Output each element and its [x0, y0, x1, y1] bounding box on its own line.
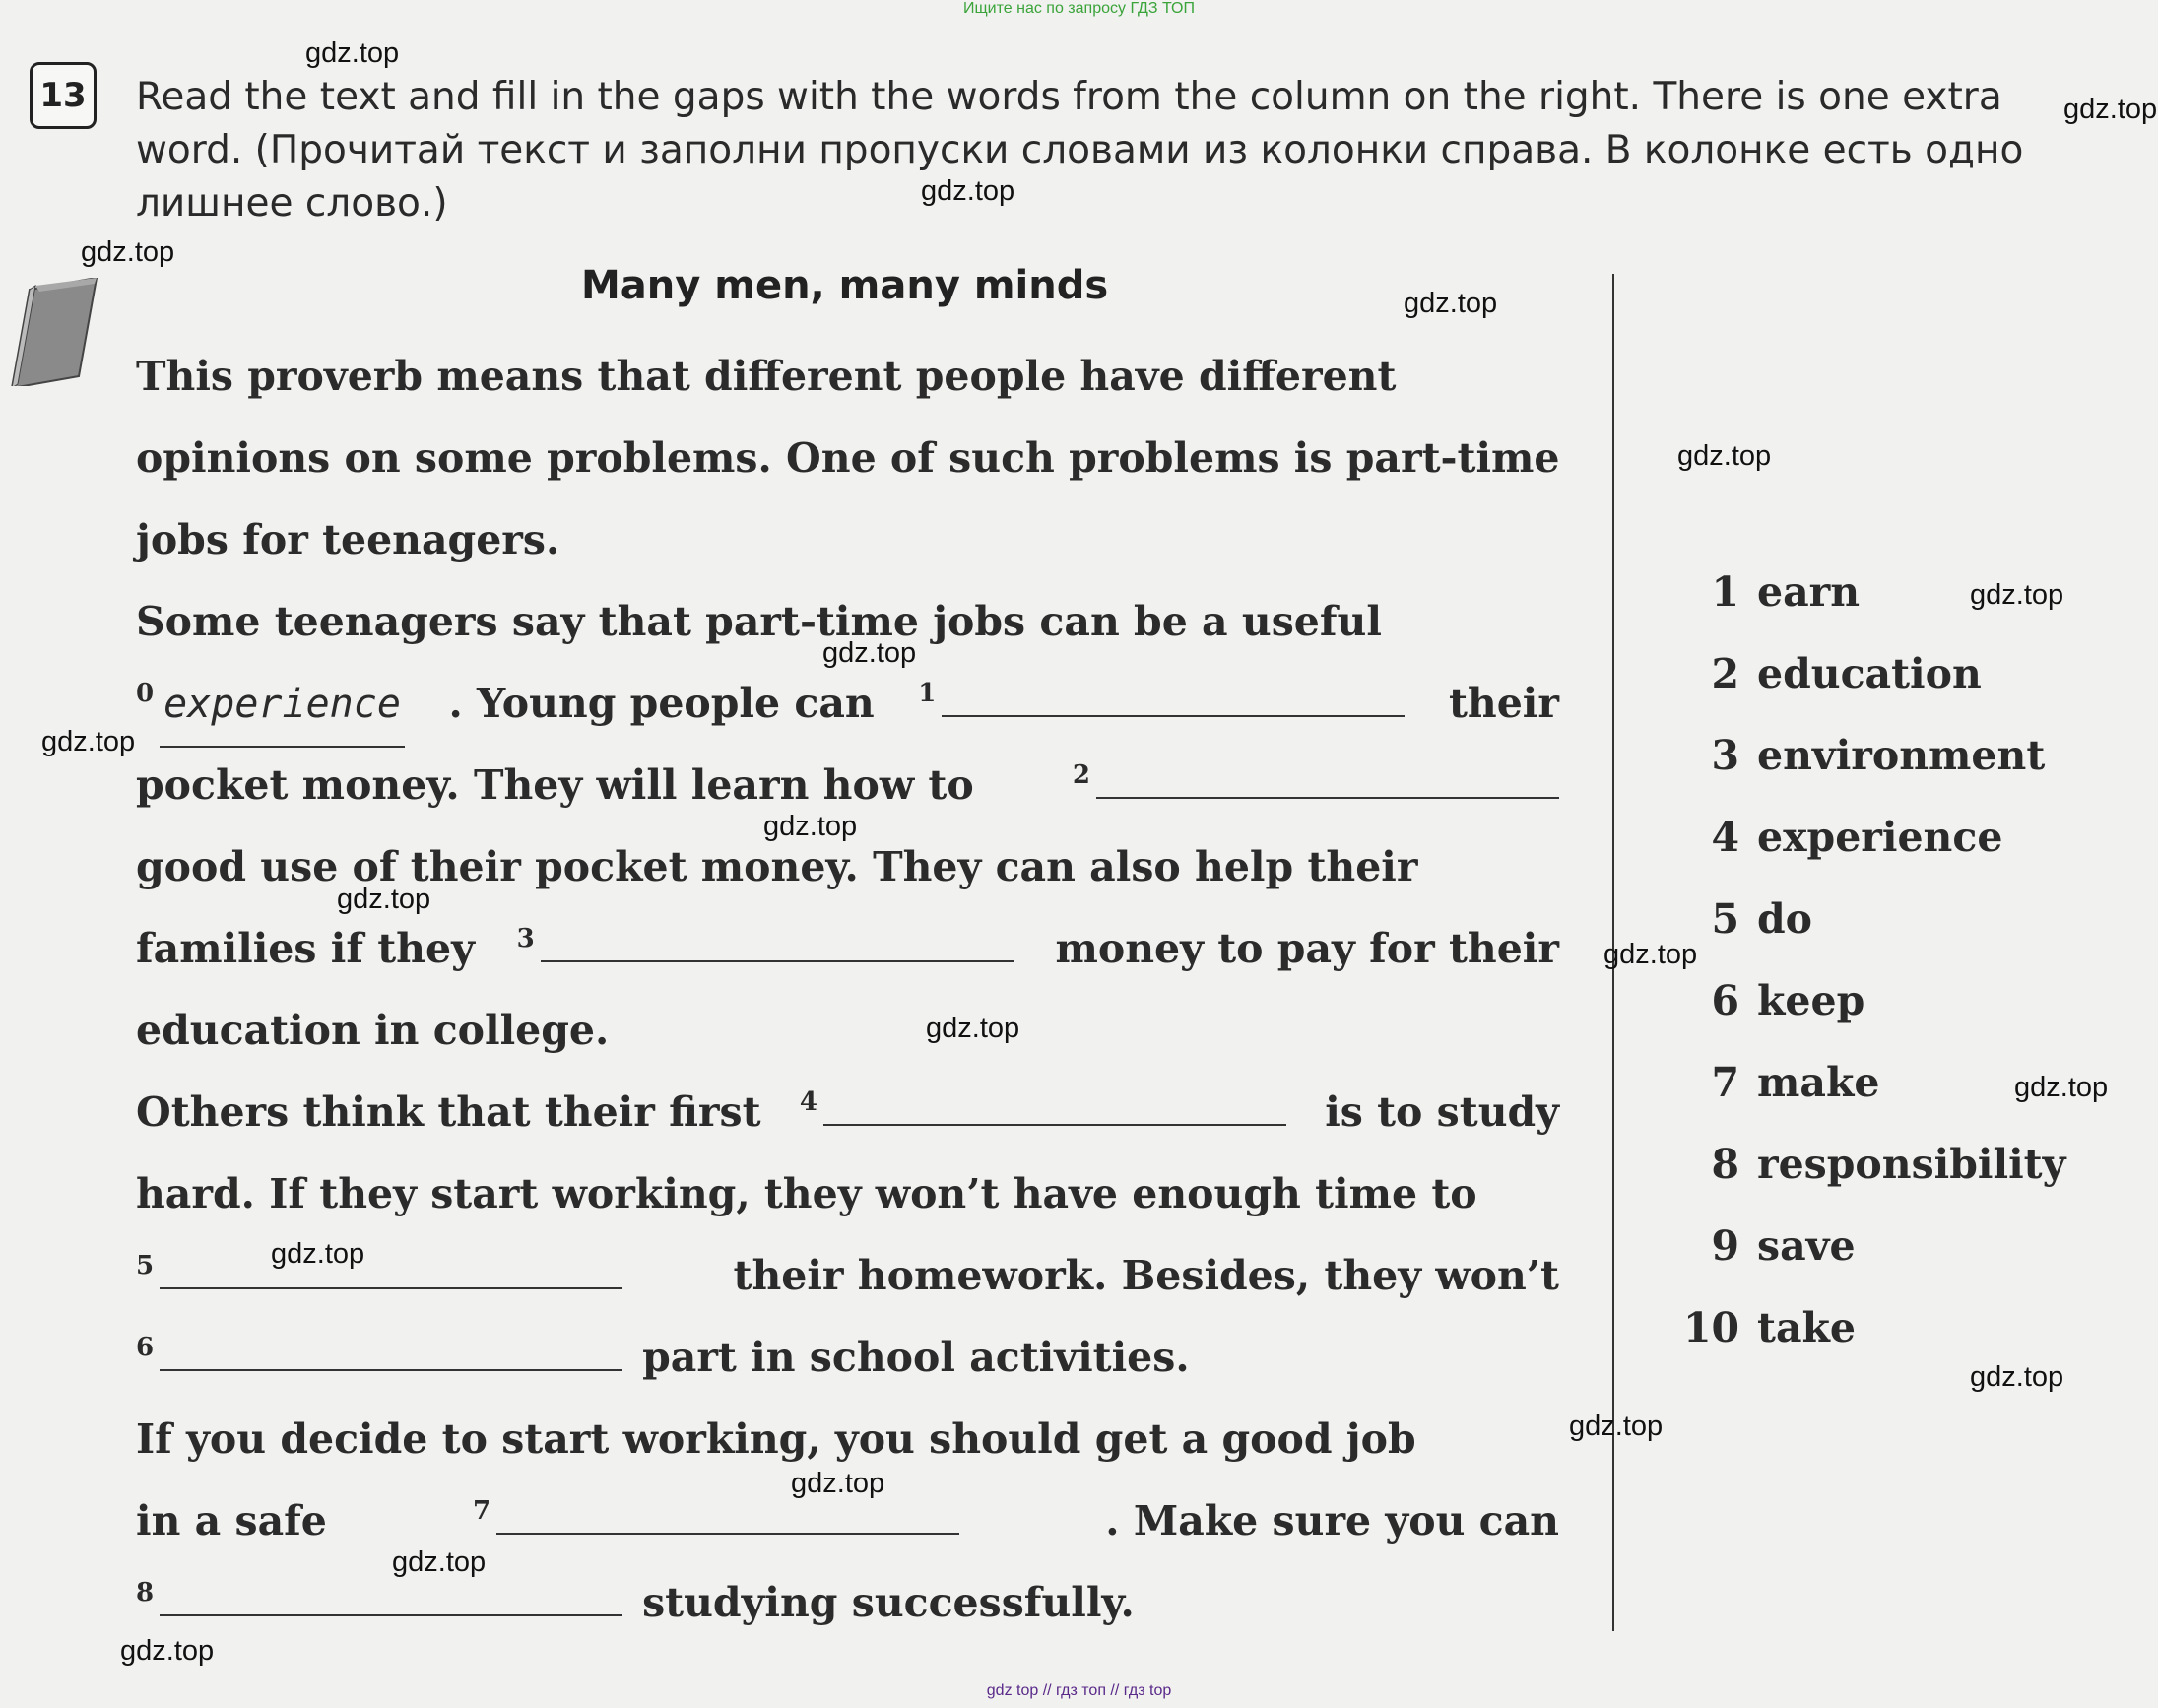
gap-number: 0: [136, 679, 155, 708]
gap-5-blank[interactable]: [160, 1278, 622, 1289]
watermark: gdz.top: [337, 884, 431, 915]
word-number: 2: [1711, 649, 1739, 697]
watermark: gdz.top: [392, 1546, 487, 1578]
gap-8-blank[interactable]: [160, 1605, 622, 1616]
word-number: 1: [1711, 567, 1739, 616]
gap-number: 8: [136, 1578, 155, 1608]
passage-line: [136, 908, 1559, 990]
passage-text: families if they: [136, 925, 475, 972]
gap-6: [136, 1323, 622, 1405]
word-text: responsibility: [1757, 1140, 2066, 1188]
gap-3: [517, 914, 1014, 996]
gap-7-blank[interactable]: [496, 1523, 959, 1535]
passage-line: [136, 663, 1559, 745]
word-number: 7: [1711, 1058, 1739, 1106]
watermark: gdz.top: [305, 37, 400, 69]
gap-number: 5: [136, 1251, 155, 1281]
watermark: gdz.top: [763, 811, 858, 842]
text-title: Many men, many minds: [581, 263, 1109, 308]
header-note: Ищите нас по запросу ГДЗ ТОП: [963, 0, 1195, 17]
gap-2: [1073, 751, 1559, 832]
passage-text: Others think that their first: [136, 1088, 761, 1136]
word-item: [1655, 796, 2065, 878]
passage-text: If you decide to start working, you should get a good job: [136, 1415, 1416, 1463]
passage-line: [136, 1317, 1559, 1399]
watermark: gdz.top: [822, 637, 917, 669]
gap-number: 4: [799, 1087, 817, 1117]
watermark: gdz.top: [271, 1238, 365, 1270]
watermark: gdz.top: [41, 726, 136, 757]
gap-5: [136, 1241, 622, 1323]
passage-line: [136, 1562, 1559, 1644]
gap-number: 2: [1072, 760, 1090, 790]
passage-text: in a safe: [136, 1497, 327, 1544]
gap-7: [473, 1486, 959, 1568]
word-number: 9: [1711, 1221, 1739, 1270]
passage-text: is to study: [1325, 1088, 1559, 1136]
book-icon: [10, 278, 98, 390]
gap-number: 6: [136, 1333, 155, 1362]
word-text: education: [1757, 649, 1982, 697]
word-text: environment: [1757, 731, 2046, 779]
word-item: [1655, 632, 2065, 714]
watermark: gdz.top: [926, 1013, 1020, 1044]
gap-number: 7: [473, 1496, 491, 1526]
passage-line: [136, 499, 1559, 581]
passage-text: This proverb means that different people have different: [136, 353, 1397, 400]
watermark: gdz.top: [1603, 939, 1698, 970]
watermark: gdz.top: [1970, 1361, 2064, 1393]
passage-text: studying successfully.: [642, 1579, 1135, 1626]
word-text: experience: [1757, 813, 2003, 861]
word-number: 6: [1711, 976, 1739, 1024]
gap-number: 3: [516, 924, 535, 953]
gap-4: [800, 1078, 1286, 1159]
passage-text: . Young people can: [448, 680, 875, 727]
gap-4-blank[interactable]: [823, 1114, 1286, 1126]
passage-line: [136, 1072, 1559, 1153]
gap-1-blank[interactable]: [942, 705, 1405, 717]
word-number: 8: [1711, 1140, 1739, 1188]
watermark: gdz.top: [921, 175, 1015, 207]
gap-number: 1: [918, 679, 937, 708]
instruction-ru: (Прочитай текст и заполни пропуски словами из колонки справа. В колонке есть одно лишнее слово.): [136, 128, 2024, 226]
passage-text: money to pay for their: [1055, 925, 1559, 972]
watermark: gdz.top: [120, 1635, 215, 1667]
gap-0: [136, 664, 405, 751]
passage-text: part in school activities.: [642, 1334, 1190, 1381]
passage-text: pocket money. They will learn how to: [136, 761, 974, 809]
gap-3-blank[interactable]: [541, 951, 1014, 962]
watermark: gdz.top: [81, 236, 175, 268]
instruction-en: Read the text and fill in the gaps with the words from the column on the right. There is one extra word.: [136, 75, 2002, 172]
word-text: do: [1757, 894, 1813, 943]
exercise-number: 13: [30, 62, 97, 129]
passage-text: their: [1448, 680, 1559, 727]
passage-line: [136, 336, 1559, 418]
word-number: 5: [1711, 894, 1739, 943]
watermark: gdz.top: [1970, 579, 2064, 611]
passage-text: good use of their pocket money. They can also help their: [136, 843, 1418, 890]
word-number: 10: [1682, 1303, 1739, 1351]
passage-text: education in college.: [136, 1007, 610, 1054]
passage-text: jobs for teenagers.: [136, 516, 560, 563]
word-text: take: [1757, 1303, 1856, 1351]
watermark: gdz.top: [1569, 1411, 1664, 1442]
word-text: save: [1757, 1221, 1856, 1270]
instructions: [136, 71, 2057, 230]
word-item: [1655, 714, 2065, 796]
word-item: [1655, 1123, 2065, 1205]
passage-line: [136, 990, 1559, 1072]
passage-line: [136, 1153, 1559, 1235]
passage: [136, 336, 1559, 1644]
passage-text: their homework. Besides, they won’t: [733, 1252, 1559, 1299]
watermark: gdz.top: [1677, 440, 1772, 472]
passage-text: hard. If they start working, they won’t have enough time to: [136, 1170, 1477, 1217]
passage-text: Some teenagers say that part-time jobs can be a useful: [136, 598, 1382, 645]
word-text: make: [1757, 1058, 1880, 1106]
watermark: gdz.top: [2063, 94, 2158, 125]
gap-6-blank[interactable]: [160, 1359, 622, 1371]
word-item: [1655, 1205, 2065, 1286]
watermark: gdz.top: [791, 1468, 885, 1499]
passage-text: . Make sure you can: [1105, 1497, 1559, 1544]
word-number: 4: [1711, 813, 1739, 861]
word-item: [1655, 959, 2065, 1041]
gap-0-answer[interactable]: experience: [160, 664, 405, 748]
word-item: [1655, 1286, 2065, 1368]
word-text: earn: [1757, 567, 1861, 616]
word-number: 3: [1711, 731, 1739, 779]
word-text: keep: [1757, 976, 1865, 1024]
word-list: [1655, 551, 2065, 1368]
footer-note: gdz top // гдз топ // гдз top: [986, 1682, 1172, 1699]
watermark: gdz.top: [1404, 288, 1498, 319]
gap-1: [918, 669, 1405, 751]
watermark: gdz.top: [2014, 1072, 2109, 1103]
gap-2-blank[interactable]: [1096, 787, 1559, 799]
passage-line: [136, 418, 1559, 499]
word-item: [1655, 1041, 2065, 1123]
word-item: [1655, 878, 2065, 959]
passage-text: opinions on some problems. One of such problems is part-time: [136, 434, 1560, 482]
